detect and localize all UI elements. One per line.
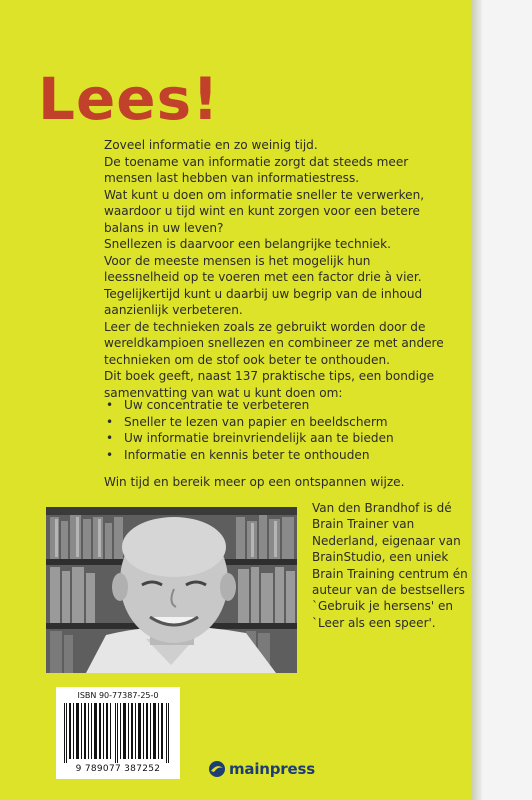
blurb-paragraph: Wat kunt u doen om informatie sneller te verwerken, waardoor u tijd wint en kunt zorgen voor een betere balans in uw leven?	[104, 187, 425, 235]
publisher-logo	[208, 757, 315, 781]
blurb-paragraph: Leer de technieken zoals ze gebruikt worden door de wereldkampioen snellezen en combineer ze met andere technieken om de stof ook beter te onthouden.	[104, 319, 444, 367]
list-item	[104, 430, 444, 447]
blurb-paragraph: Snellezen is daarvoor een belangrijke techniek.	[104, 237, 391, 251]
list-item	[104, 397, 444, 414]
cover-title: Lees!	[38, 65, 220, 133]
bullet-icon: •	[106, 398, 114, 412]
list-item-text: Informatie en kennis beter te onthouden	[124, 447, 370, 462]
publisher-name: mainpress	[229, 760, 315, 778]
list-item	[104, 447, 444, 464]
publisher-swirl-icon	[208, 760, 226, 778]
bullet-icon: •	[106, 431, 114, 445]
barcode-bars-icon	[60, 703, 176, 763]
closing-line: Win tijd en bereik meer op een ontspannen wijze.	[104, 475, 405, 489]
spine-shadow	[472, 0, 482, 800]
blurb-paragraph: Zoveel informatie en zo weinig tijd.	[104, 138, 318, 152]
isbn-number: ISBN 90-77387-25-0	[77, 691, 159, 700]
list-item-text: Sneller te lezen van papier en beeldscherm	[124, 414, 388, 429]
blurb-text	[104, 137, 444, 401]
list-item-text: Uw concentratie te verbeteren	[124, 398, 310, 412]
blurb-paragraph: Voor de meeste mensen is het mogelijk hun leessnelheid op te voeren met een factor drie à vier. Tegelijkertijd kunt u daarbij uw begrip van de inhoud aanzienlijk verbeteren.	[104, 253, 423, 317]
page-edge	[482, 0, 532, 800]
blurb-paragraph: Dit boek geeft, naast 137 praktische tips, een bondige samenvatting van wat u kunt doen om:	[104, 369, 435, 400]
ean-number: 9 789077 387252	[75, 764, 161, 774]
list-item-text: Uw informatie breinvriendelijk aan te bieden	[124, 431, 394, 445]
bullet-icon: •	[106, 447, 114, 462]
author-photo	[46, 507, 297, 673]
barcode	[56, 687, 180, 779]
author-bio: Van den Brandhof is dé Brain Trainer van Nederland, eigenaar van BrainStudio, een uniek Brain Training centrum én auteur van de bestsellers `Gebruik je hersens' en `Leer als een speer'.	[312, 501, 468, 630]
author-portrait-illustration	[46, 507, 297, 673]
bullet-icon: •	[106, 414, 114, 429]
list-item	[104, 414, 444, 431]
blurb-paragraph: De toename van informatie zorgt dat steeds meer mensen last hebben van informatiestress.	[104, 154, 409, 185]
benefit-list	[104, 397, 444, 463]
